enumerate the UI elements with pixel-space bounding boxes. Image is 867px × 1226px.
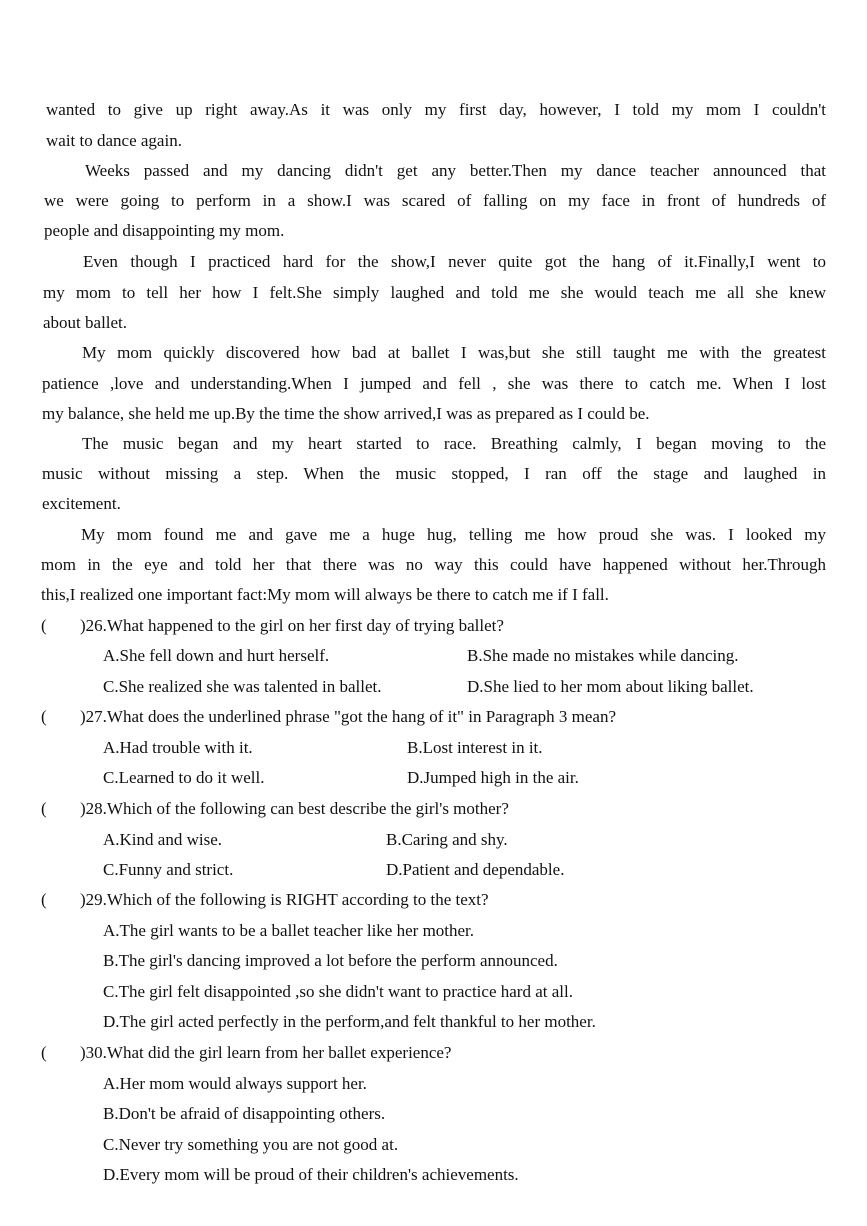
paragraph-line: My mom found me and gave me a huge hug, telling me how proud she was. I looked my <box>81 525 826 544</box>
paragraph-line: music without missing a step. When the music stopped, I ran off the stage and laughed in <box>42 464 826 483</box>
paragraph-line: mom in the eye and told her that there was no way this could have happened without her.Through <box>41 555 826 574</box>
answer-blank[interactable]: ( <box>41 707 47 726</box>
answer-blank[interactable]: ( <box>41 1043 47 1062</box>
option-a[interactable]: A.Had trouble with it. <box>103 738 253 757</box>
option-a[interactable]: A.She fell down and hurt herself. <box>103 646 330 665</box>
paragraph-line: this,I realized one important fact:My mom will always be there to catch me if I fall. <box>41 585 609 604</box>
option-d[interactable]: D.Jumped high in the air. <box>407 768 579 787</box>
option-d[interactable]: D.Patient and dependable. <box>386 860 565 879</box>
question-stem: )26.What happened to the girl on her first day of trying ballet? <box>80 616 504 635</box>
option-b[interactable]: B.Caring and shy. <box>386 830 508 849</box>
paragraph-line: people and disappointing my mom. <box>44 221 285 240</box>
answer-blank[interactable]: ( <box>41 799 47 818</box>
question-stem: )30.What did the girl learn from her ballet experience? <box>80 1043 452 1062</box>
question-stem: )27.What does the underlined phrase "got the hang of it" in Paragraph 3 mean? <box>80 707 616 726</box>
option-c[interactable]: C.The girl felt disappointed ,so she didn't want to practice hard at all. <box>103 982 573 1001</box>
option-c[interactable]: C.Learned to do it well. <box>103 768 265 787</box>
paragraph-line: wanted to give up right away.As it was only my first day, however, I told my mom I couldn't <box>46 100 826 119</box>
paragraph-line: my balance, she held me up.By the time the show arrived,I was as prepared as I could be. <box>42 404 650 423</box>
paragraph-line: My mom quickly discovered how bad at ballet I was,but she still taught me with the greatest <box>82 343 826 362</box>
option-c[interactable]: C.She realized she was talented in ballet. <box>103 677 382 696</box>
option-b[interactable]: B.She made no mistakes while dancing. <box>467 646 739 665</box>
option-b[interactable]: B.Don't be afraid of disappointing others. <box>103 1104 386 1123</box>
option-d[interactable]: D.The girl acted perfectly in the perform,and felt thankful to her mother. <box>103 1012 596 1031</box>
question-stem: )29.Which of the following is RIGHT according to the text? <box>80 890 489 909</box>
answer-blank[interactable]: ( <box>41 890 47 909</box>
paragraph-line: excitement. <box>42 494 121 513</box>
option-b[interactable]: B.Lost interest in it. <box>407 738 543 757</box>
paragraph-line: Even though I practiced hard for the show,I never quite got the hang of it.Finally,I went to <box>83 252 826 271</box>
option-a[interactable]: A.Kind and wise. <box>103 830 222 849</box>
option-b[interactable]: B.The girl's dancing improved a lot before the perform announced. <box>103 951 558 970</box>
option-d[interactable]: D.Every mom will be proud of their children's achievements. <box>103 1165 519 1184</box>
paragraph-line: The music began and my heart started to race. Breathing calmly, I began moving to the <box>82 434 826 453</box>
paragraph-line: we were going to perform in a show.I was scared of falling on my face in front of hundreds of <box>44 191 826 210</box>
option-a[interactable]: A.The girl wants to be a ballet teacher like her mother. <box>103 921 475 940</box>
paragraph-line: my mom to tell her how I felt.She simply laughed and told me she would teach me all she knew <box>43 283 826 302</box>
option-d[interactable]: D.She lied to her mom about liking ballet. <box>467 677 754 696</box>
paragraph-line: about ballet. <box>43 313 128 332</box>
paragraph-line: patience ,love and understanding.When I jumped and fell , she was there to catch me. When I lost <box>42 374 826 393</box>
answer-blank[interactable]: ( <box>41 616 47 635</box>
option-c[interactable]: C.Funny and strict. <box>103 860 234 879</box>
paragraph-line: wait to dance again. <box>46 131 182 150</box>
paragraph-line: Weeks passed and my dancing didn't get any better.Then my dance teacher announced that <box>85 161 826 180</box>
question-stem: )28.Which of the following can best describe the girl's mother? <box>80 799 509 818</box>
option-a[interactable]: A.Her mom would always support her. <box>103 1074 367 1093</box>
option-c[interactable]: C.Never try something you are not good at. <box>103 1135 399 1154</box>
